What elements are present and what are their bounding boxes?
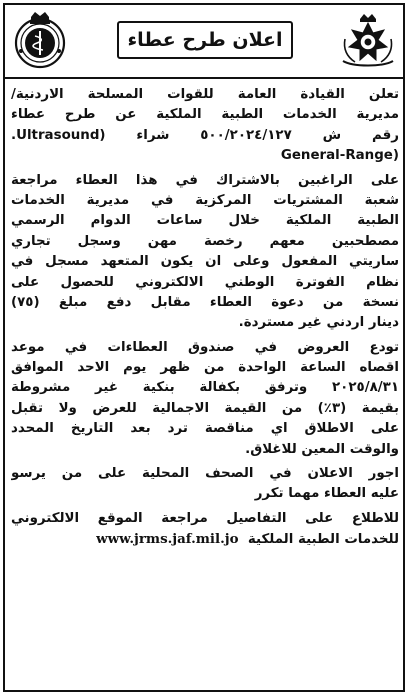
text-line: مديرية الخدمات الطبية الملكية عن طرح عطاء (11, 107, 399, 123)
paragraph-ad-fees (11, 464, 399, 505)
text-line: على الاطلاق اي مناقصة ترد بعد التاريخ المحدد (11, 421, 399, 437)
paragraph-submission (11, 338, 399, 460)
text-line: ٢٠٢٥/٨/٣١ وترفق بكفالة بنكية غير مشروطة (11, 380, 399, 396)
paragraph-requirements (11, 171, 399, 334)
text-line: اجور الاعلان في الصحف المحلية على من يرسو (11, 466, 399, 482)
jordan-armed-forces-emblem-icon (337, 9, 399, 71)
text-line: للاطلاع على التفاصيل مراجعة الموقع الالكتروني (11, 510, 399, 526)
text-line: اقصاه الساعة الواحدة من ظهر يوم الاحد الموافق (11, 360, 399, 376)
announcement-header (5, 5, 403, 79)
text-line: شعبة المشتريات المركزية في مديرية الخدمات (11, 192, 399, 208)
announcement-body (11, 85, 399, 550)
text-line: رقم ش ٥٠٠/٢٠٢٤/١٢٧ شراء (Ultrasound. (11, 127, 399, 143)
text-line: الطبية الملكية خلال ساعات الدوام الرسمي (11, 213, 399, 229)
text-line: تودع العروض في صندوق العطاءات في موعد (11, 339, 399, 355)
text-line: على الراغبين بالاشتراك في هذا العطاء مراجعة (11, 172, 399, 188)
paragraph-tender-notice (11, 85, 399, 167)
text-line: دينار اردني غير مستردة. (238, 315, 399, 331)
text-line: عليه العطاء مهما تكرر (254, 486, 399, 502)
website-link[interactable]: www.jrms.jaf.mil.jo (96, 531, 239, 548)
text-line: نظام الفوترة الوطني الالكتروني للحصول على (11, 274, 399, 290)
text-line-with-url (11, 529, 399, 549)
royal-medical-services-emblem-icon (9, 9, 71, 71)
text-line: بقيمة (٣٪) من القيمة الاجمالية للعرض ولا تقبل (11, 400, 399, 416)
text-line: (General-Range (280, 148, 399, 164)
text-line: للخدمات الطبية الملكية (247, 532, 399, 548)
text-line: مصطحبين معهم رخصة مهن وسجل تجاري (11, 233, 399, 249)
announcement-title: اعلان طرح عطاء (127, 29, 283, 51)
announcement-frame (3, 3, 405, 692)
title-box (117, 21, 293, 59)
text-line: والوقت المعين للاغلاق. (245, 441, 399, 457)
paragraph-details (11, 509, 399, 550)
text-line: ساريتي المفعول وعلى ان يكون المتعهد مسجل في (11, 254, 399, 270)
text-line: نسخة من دعوة العطاء مقابل دفع مبلغ (٧٥) (11, 294, 399, 310)
text-line: تعلن القيادة العامة للقوات المسلحة الاردنية/ (11, 87, 399, 102)
